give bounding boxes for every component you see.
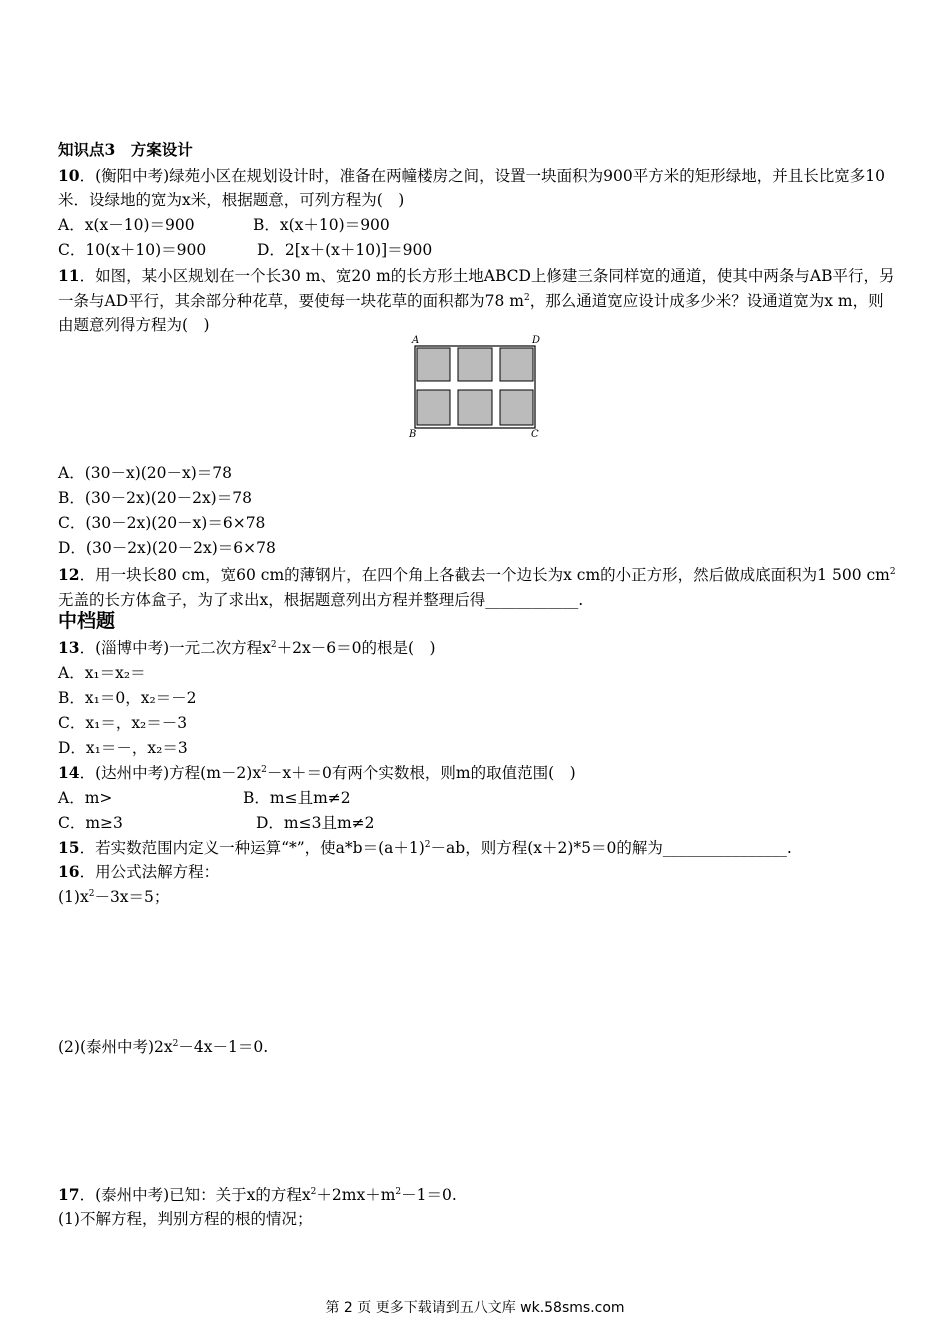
question-text: ．若实数范围内定义一种运算“*”，使a*b＝(a＋1): [79, 839, 425, 857]
question-text-cont: ＋2x－6＝0的根是( ): [276, 639, 436, 657]
grass-plot: [500, 348, 533, 381]
question-text-cont: －x＋＝0有两个实数根，则m的取值范围( ): [266, 764, 576, 782]
grass-plot: [417, 390, 450, 425]
option-c: C．10(x＋10)＝900: [58, 241, 207, 259]
question-number: 13: [58, 638, 80, 657]
option-a: A．(30－x)(20－x)＝78: [58, 464, 233, 482]
question-text: ．用一块长80 cm，宽60 cm的薄钢片，在四个角上各截去一个边长为x cm的小正方形，然后做成底面积为1 500 cm: [79, 566, 890, 584]
option-b: B．x(x＋10)＝900: [253, 216, 390, 234]
question-text-mid: ＋2mx＋m: [316, 1186, 396, 1204]
option-b: B．x₁＝0，x₂＝－2: [58, 689, 197, 707]
option-d: D．x₁＝－，x₂＝3: [58, 739, 188, 757]
question-11: [58, 264, 898, 338]
question-text: ．(衡阳中考)绿苑小区在规划设计时，准备在两幢楼房之间，设置一块面积为900平方米的矩形绿地，并且长比宽多10米．设绿地的宽为x米，根据题意，可列方程为( ): [58, 167, 885, 209]
grass-plot: [417, 348, 450, 381]
question-16: [58, 862, 219, 882]
superscript: 2: [261, 765, 267, 775]
question-text: ．用公式法解方程：: [79, 863, 220, 881]
option-d: D．m≤3且m≠2: [256, 814, 375, 832]
question-number: 16: [58, 862, 80, 881]
question-text: ．(泰州中考)已知：关于x的方程x: [79, 1186, 311, 1204]
sub-question-text: (1)x: [58, 888, 89, 906]
question-12: [58, 562, 898, 613]
option-b: B．m≤且m≠2: [243, 789, 351, 807]
question-13: [58, 638, 436, 658]
question-number: 15: [58, 838, 80, 857]
question-text: ．如图，某小区规划在一个长30 m、宽20 m的长方形土地ABCD上修建三条同样宽的通道，使其中两条与AB平行，另一条与AD平行，其余部分种花草，要使每一块花草的面积都为78 m: [58, 267, 895, 310]
superscript: 2: [270, 640, 277, 650]
question-number: 11: [58, 266, 80, 285]
superscript: 2: [889, 567, 896, 577]
land-diagram: [400, 332, 550, 440]
sub-question-text: (2)(泰州中考)2x: [58, 1038, 173, 1056]
label-b: B: [409, 429, 417, 440]
grass-plot: [458, 390, 492, 425]
superscript: 2: [88, 889, 95, 899]
label-c: C: [531, 429, 539, 440]
section-heading: 中档题: [58, 610, 116, 632]
label-d: D: [532, 335, 541, 346]
superscript: 2: [172, 1039, 179, 1049]
superscript: 2: [395, 1187, 402, 1197]
sub-question-1: [58, 887, 169, 907]
option-d: D．(30－2x)(20－2x)＝6×78: [58, 539, 276, 557]
option-a: A．x₁＝x₂＝: [58, 664, 146, 682]
grass-plot: [458, 348, 492, 381]
sub-question-text-cont: －4x－1＝0.: [178, 1038, 269, 1056]
label-a: A: [412, 335, 420, 346]
sub-question-2: [58, 1037, 268, 1057]
question-text: ．(达州中考)方程(m－2)x: [79, 764, 262, 782]
question-17: [58, 1185, 457, 1205]
grass-plot: [500, 390, 533, 425]
question-text-cont: 无盖的长方体盒子，为了求出x，根据题意列出方程并整理后得____________.: [58, 591, 584, 609]
superscript: 2: [424, 840, 431, 850]
page-footer: 第 2 页 更多下载请到五八文库 wk.58sms.com: [325, 1300, 625, 1316]
question-text-cont: －ab，则方程(x＋2)*5＝0的解为________________.: [430, 839, 792, 857]
question-number: 12: [58, 565, 80, 584]
option-d: D．2[x＋(x＋10)]＝900: [257, 241, 433, 259]
question-10: [58, 164, 898, 212]
superscript: 2: [523, 292, 530, 303]
option-a: A．m>: [58, 789, 113, 807]
question-number: 17: [58, 1185, 80, 1204]
question-text-cont: －1＝0.: [401, 1186, 457, 1204]
question-text-cont: ，那么通道宽应设计成多少米？设通道宽为x m，则由题意列得方程为( ): [58, 291, 884, 334]
question-14: [58, 763, 576, 783]
sub-question-text-cont: －3x＝5；: [94, 888, 170, 906]
question-15: [58, 838, 792, 858]
question-number: 10: [58, 166, 80, 185]
superscript: 2: [310, 1187, 317, 1197]
section-title: 知识点3 方案设计: [58, 140, 193, 159]
question-number: 14: [58, 763, 80, 782]
option-c: C．m≥3: [58, 814, 123, 832]
option-b: B．(30－2x)(20－2x)＝78: [58, 489, 252, 507]
option-a: A．x(x－10)＝900: [58, 216, 195, 234]
option-c: C．(30－2x)(20－x)＝6×78: [58, 514, 266, 532]
question-text: ．(淄博中考)一元二次方程x: [79, 639, 271, 657]
sub-question-1: (1)不解方程，判别方程的根的情况；: [58, 1210, 313, 1228]
option-c: C．x₁＝，x₂＝－3: [58, 714, 188, 732]
